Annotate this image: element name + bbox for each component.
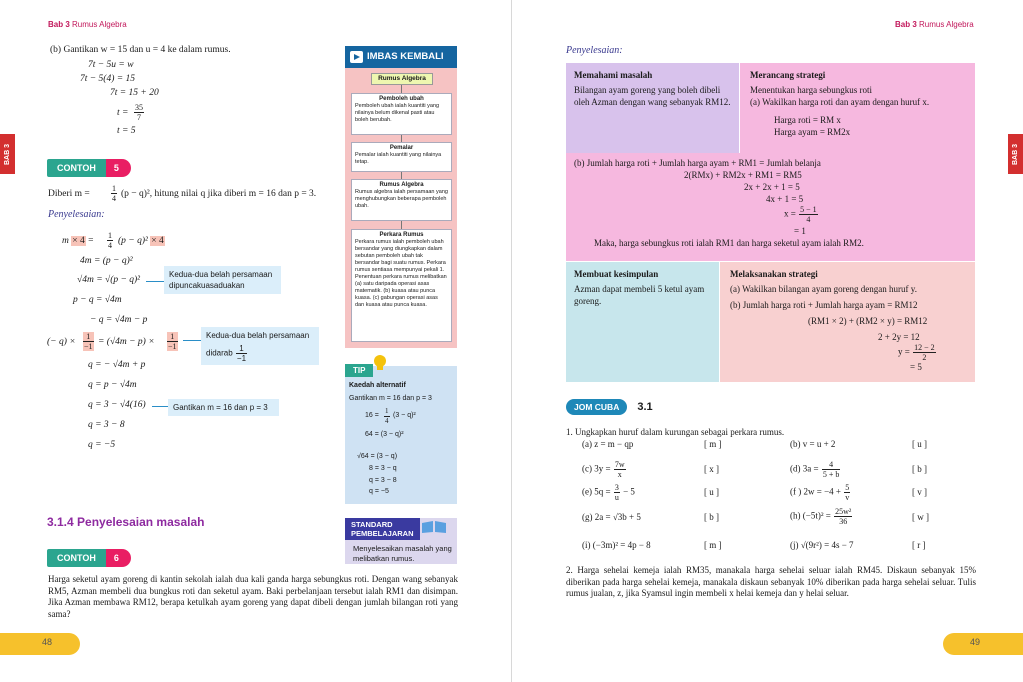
fraction-numerator: 1 — [385, 407, 389, 415]
right-footer-band — [943, 633, 1023, 655]
contoh-5-question-fraction — [111, 184, 117, 203]
step-6-fraction-left — [83, 332, 94, 351]
exercise-fraction — [822, 460, 841, 479]
right-solution-label: Penyelesaian: — [566, 45, 623, 56]
contoh-number: 5 — [106, 159, 131, 177]
imbas-kembali-panel — [345, 46, 457, 348]
merancang-line: (a) Wakilkan harga roti dan ayam dengan huruf x. — [750, 97, 930, 107]
memahami-masalah-box — [566, 63, 739, 165]
fraction-numerator: 25w² — [835, 507, 852, 516]
fraction-numerator: 12 − 2 — [914, 343, 935, 352]
fraction-numerator: 7w — [614, 460, 625, 469]
imbas-kembali-title: IMBAS KEMBALI — [345, 46, 457, 68]
tip-line: √64 = (3 − q) — [357, 453, 398, 460]
step-11: q = −5 — [88, 440, 116, 450]
callout-1-arrow — [146, 281, 166, 282]
tip-line: 64 = (3 − q)² — [365, 431, 404, 438]
fraction-numerator: 5 — [845, 483, 850, 492]
exercise-item-text: (e) 5q = — [582, 486, 611, 497]
exercise-item-text: (c) 3y = — [582, 463, 611, 474]
tip-fraction — [384, 407, 390, 426]
melaksanakan-line: (b) Jumlah harga roti + Jumlah harga ayam = RM12 — [730, 300, 918, 310]
exercise-bracket: [ r ] — [912, 540, 926, 550]
part-b-line: t = 5 — [117, 126, 136, 136]
contoh-number: 6 — [106, 549, 131, 567]
jom-cuba-badge — [566, 398, 653, 416]
imbas-box-title: Pemboleh ubah — [379, 96, 424, 102]
exercise-bracket: [ m ] — [704, 540, 722, 550]
fraction-denominator: −1 — [84, 342, 93, 351]
contoh-6-badge — [47, 549, 131, 567]
standard-body: Menyelesaikan masalah yang melibatkan rumus. — [353, 544, 452, 563]
melaksanakan-strategi-box — [720, 262, 975, 382]
step-6-fraction-right — [167, 332, 178, 351]
fraction-numerator: 1 — [112, 184, 116, 193]
step-6: = (√4m − p) × — [98, 337, 155, 347]
exercise-item: (a) z = m − qp — [582, 439, 634, 449]
imbas-box-perkara-rumus — [351, 229, 452, 342]
step-8: q = p − √4m — [88, 380, 137, 390]
exercise-bracket: [ u ] — [912, 439, 927, 449]
exercise-item: (g) 2a = √3b + 5 — [582, 512, 641, 522]
exercise-item — [790, 483, 851, 502]
jom-cuba-q2: 2. Harga sehelai kemeja ialah RM35, manakala harga sehelai seluar ialah RM45. Diskaun sebanyak 15% diberikan pada harga sehelai kemeja, manakala diskaun sebanyak 10% diberikan pada harga sehelai seluar. Tulis rumus jualan, z, jika Syamsul ingin membeli x helai kemeja dan y helai seluar. — [566, 565, 976, 598]
melaksanakan-y-line — [898, 343, 965, 361]
topic-label: Rumus Algebra — [72, 20, 127, 29]
melaksanakan-y-label: y = — [898, 346, 910, 357]
callout-squared: Kedua-dua belah persamaan dipuncakuasaduakan — [164, 266, 281, 294]
merancang-line: Menentukan harga sebungkus roti — [750, 85, 873, 95]
fraction-denominator: −1 — [236, 354, 247, 363]
merancang-title: Merancang strategi — [750, 70, 826, 80]
imbas-box-body: Pemalar ialah kuantiti yang nilainya tetap. — [355, 152, 442, 165]
right-side-tab: BAB 3 — [1008, 134, 1023, 174]
imbas-box-rumus-algebra — [351, 179, 452, 221]
fraction-denominator: x — [617, 470, 622, 479]
left-page-number: 48 — [42, 637, 53, 647]
step-1-left: m — [62, 236, 69, 246]
callout-2-fraction — [236, 344, 247, 363]
imbas-box-title: Rumus Algebra — [379, 182, 424, 188]
callout-substitute: Gantikan m = 16 dan p = 3 — [168, 399, 279, 416]
exercise-item: (b) v = u + 2 — [790, 439, 836, 449]
book-icon — [421, 520, 447, 537]
fraction-denominator: 4 — [112, 194, 116, 203]
callout-2-didarab: didarab — [206, 348, 233, 358]
merancang-x-label: x = — [784, 208, 796, 219]
fraction-denominator: −1 — [168, 342, 177, 351]
exercise-item — [582, 460, 627, 479]
play-icon — [350, 51, 363, 63]
melaksanakan-eq: = 5 — [910, 362, 922, 372]
melaksanakan-eq: 2 + 2y = 12 — [878, 332, 920, 342]
contoh-5-badge — [47, 159, 131, 177]
tip-tag: TIP — [345, 364, 373, 377]
tip-line: 8 = 3 − q — [369, 465, 397, 472]
melaksanakan-eq: (RM1 × 2) + (RM2 × y) = RM12 — [808, 316, 928, 326]
step-6-left: (− q) × — [47, 337, 76, 347]
merancang-b-line: 2x + 2x + 1 = 5 — [744, 182, 800, 192]
melaksanakan-title: Melaksanakan strategi — [730, 269, 818, 279]
exercise-item: (j) √(9r²) = 4s − 7 — [790, 540, 854, 550]
fraction-denominator: 5 + b — [822, 470, 840, 479]
merancang-line: Harga roti = RM x — [774, 115, 841, 125]
step-1-right — [118, 236, 165, 246]
merancang-line: Harga ayam = RM2x — [774, 127, 851, 137]
part-b-line: 7t − 5u = w — [88, 60, 134, 70]
standard-tag-line: STANDARD — [351, 520, 393, 529]
standard-tag — [345, 518, 420, 540]
step-1-expression: (p − q)² — [118, 236, 148, 246]
merancang-x-fraction — [799, 205, 818, 224]
exercise-item — [790, 507, 853, 526]
kesimpulan-body: Azman dapat membeli 5 ketul ayam goreng. — [574, 284, 705, 306]
callout-2-line: Kedua-dua belah persamaan — [206, 331, 310, 340]
step-3: √4m = √(p − q)² — [77, 275, 141, 285]
right-running-header — [895, 20, 974, 29]
merancang-b-line: = 1 — [794, 226, 806, 236]
part-b-line: t = — [117, 108, 129, 118]
exercise-bracket: [ w ] — [912, 512, 929, 522]
tip-title: Kaedah alternatif — [349, 382, 406, 389]
step-1 — [62, 236, 93, 246]
exercise-item — [790, 460, 841, 479]
imbas-box-pemboleh-ubah — [351, 93, 452, 135]
melaksanakan-line: (a) Wakilkan bilangan ayam goreng dengan huruf y. — [730, 284, 917, 294]
tip-line: q = −5 — [369, 488, 389, 495]
fraction-denominator: 4 — [108, 241, 112, 250]
tip-line: Gantikan m = 16 dan p = 3 — [349, 395, 432, 402]
jom-cuba-label: JOM CUBA — [566, 399, 627, 415]
exercise-bracket: [ v ] — [912, 487, 927, 497]
fraction-numerator: 1 — [108, 231, 112, 240]
tip-line-pre: 16 = — [365, 412, 379, 419]
standard-tag-line: PEMBELAJARAN — [351, 529, 414, 538]
exercise-bracket: [ m ] — [704, 439, 722, 449]
callout-3-arrow — [152, 406, 168, 407]
exercise-bracket: [ b ] — [704, 512, 719, 522]
contoh-5-solution-label: Penyelesaian: — [48, 209, 105, 220]
step-7: q = − √4m + p — [88, 360, 146, 370]
exercise-bracket: [ x ] — [704, 464, 719, 474]
contoh-6-question: Harga seketul ayam goreng di kantin sekolah ialah dua kali ganda harga sebungkus roti. Dengan wang sebanyak RM5, Azman membeli dua bungkus roti dan seketul ayam. Baki perbelanjaan tersebut ialah RM1 dan disimpan. Jika Azman membawa RM12, berapa ketulkah ayam goreng yang dapat dibeli dengan jumlah bilangan roti yang sama? — [48, 574, 458, 619]
section-heading — [47, 515, 204, 529]
tip-line: (3 − q)² — [393, 412, 416, 419]
exercise-fraction — [614, 460, 626, 479]
step-10: q = 3 − 8 — [88, 420, 125, 430]
jom-cuba-q1: 1. Ungkapkan huruf dalam kurungan sebagai perkara rumus. — [566, 427, 785, 437]
right-page-number: 49 — [970, 637, 981, 647]
contoh-label: CONTOH — [47, 159, 106, 177]
imbas-box-title: Perkara Rumus — [379, 232, 424, 238]
kesimpulan-title: Membuat kesimpulan — [574, 269, 659, 279]
highlight-times-4: × 4 — [72, 236, 85, 246]
fraction-numerator: 1 — [167, 332, 178, 342]
section-title: Penyelesaian masalah — [77, 515, 205, 529]
exercise-item-text: (d) 3a = — [790, 463, 819, 474]
exercise-item — [582, 483, 635, 502]
merancang-strategi-continued — [566, 153, 975, 261]
contoh-5-question-pre: Diberi m = — [48, 189, 90, 199]
fraction-numerator: 35 — [135, 103, 143, 112]
merancang-b-line: 2(RMx) + RM2x + RM1 = RM5 — [684, 170, 802, 180]
part-b-line: 7t = 15 + 20 — [110, 88, 159, 98]
exercise-item: (i) (−3m)² = 4p − 8 — [582, 540, 651, 550]
exercise-fraction — [834, 507, 852, 526]
fraction-numerator: 4 — [822, 460, 841, 470]
part-b-instruction: (b) Gantikan w = 15 dan u = 4 ke dalam rumus. — [50, 45, 231, 55]
fraction-denominator: v — [845, 493, 850, 502]
exercise-item-post: − 5 — [623, 486, 635, 497]
callout-multiply — [201, 327, 319, 365]
merancang-strategi-box — [740, 63, 975, 153]
contoh-label: CONTOH — [47, 549, 106, 567]
contoh-5-question-post: (p − q)², hitung nilai q jika diberi m = 16 dan p = 3. — [121, 189, 317, 199]
step-9: q = 3 − √4(16) — [88, 400, 146, 410]
merancang-b-line: 4x + 1 = 5 — [766, 194, 804, 204]
fraction-denominator: 4 — [385, 417, 389, 425]
standard-pembelajaran-panel — [345, 518, 457, 564]
fraction-denominator: 4 — [806, 215, 811, 224]
step-4: p − q = √4m — [73, 295, 122, 305]
fraction-numerator: 3 — [614, 483, 619, 492]
exercise-bracket: [ b ] — [912, 464, 927, 474]
imbas-chip: Rumus Algebra — [371, 73, 433, 85]
step-5: − q = √4m − p — [90, 315, 148, 325]
step-1-equals: = — [88, 236, 94, 246]
section-number: 3.1.4 — [47, 515, 74, 529]
chapter-label: Bab 3 — [48, 20, 70, 29]
fraction-denominator: 36 — [839, 517, 848, 526]
step-1-fraction — [107, 231, 113, 250]
imbas-box-title: Pemalar — [389, 145, 414, 151]
part-b-fraction — [134, 103, 144, 122]
merancang-b-line: (b) Jumlah harga roti + Jumlah harga ayam + RM1 = Jumlah belanja — [574, 158, 821, 168]
callout-2-arrow — [183, 340, 203, 341]
highlight-times-4-right: × 4 — [151, 236, 164, 246]
memahami-body: Bilangan ayam goreng yang boleh dibeli oleh Azman dengan wang sebanyak RM12. — [574, 85, 731, 107]
membuat-kesimpulan-box — [566, 262, 719, 382]
jom-cuba-number: 3.1 — [637, 401, 653, 413]
exercise-item-text: (f ) 2w = −4 + — [790, 486, 841, 497]
fraction-denominator: u — [614, 493, 619, 502]
imbas-box-body: Pemboleh ubah ialah kuantiti yang nilainya belum dikenal pasti atau boleh berubah. — [355, 103, 440, 123]
merancang-conclusion: Maka, harga sebungkus roti ialah RM1 dan harga seketul ayam ialah RM2. — [594, 238, 864, 248]
fraction-denominator: 7 — [137, 113, 141, 122]
melaksanakan-y-fraction — [913, 343, 936, 362]
tip-line: q = 3 − 8 — [369, 477, 397, 484]
exercise-fraction — [844, 483, 850, 502]
exercise-fraction — [614, 483, 620, 502]
merancang-x-line — [784, 205, 967, 223]
topic-label: Rumus Algebra — [919, 20, 974, 29]
fraction-numerator: 1 — [83, 332, 94, 342]
fraction-numerator: 1 — [236, 344, 247, 354]
part-b-line: 7t − 5(4) = 15 — [80, 74, 136, 84]
imbas-box-pemalar — [351, 142, 452, 172]
exercise-bracket: [ u ] — [704, 487, 719, 497]
tip-panel — [345, 366, 457, 504]
memahami-title: Memahami masalah — [574, 70, 653, 80]
chapter-label: Bab 3 — [895, 20, 917, 29]
left-running-header — [48, 20, 127, 29]
imbas-box-body: Perkara rumus ialah pemboleh ubah bersandar yang diungkapkan dalam sebutan pemboleh ubah tak bersandar bagi suatu rumus. Perkara rumus sentiasa mempunyai pekali 1. Penentuan perkara rumus melibatkan (a) satu daripada operasi asas matematik. (b) kuasa atau punca kuasa. (c) gabungan operasi asas dan kuasa atau punca kuasa. — [355, 239, 447, 308]
imbas-box-body: Rumus algebra ialah persamaan yang menghubungkan beberapa pemboleh ubah. — [355, 189, 448, 209]
fraction-numerator: 5 − 1 — [800, 205, 817, 214]
left-side-tab: BAB 3 — [0, 134, 15, 174]
fraction-denominator: 2 — [922, 353, 927, 362]
step-2: 4m = (p − q)² — [80, 256, 133, 266]
lightbulb-icon — [373, 354, 387, 375]
exercise-item-text: (h) (−5t)² = — [790, 510, 831, 521]
left-footer-band — [0, 633, 80, 655]
